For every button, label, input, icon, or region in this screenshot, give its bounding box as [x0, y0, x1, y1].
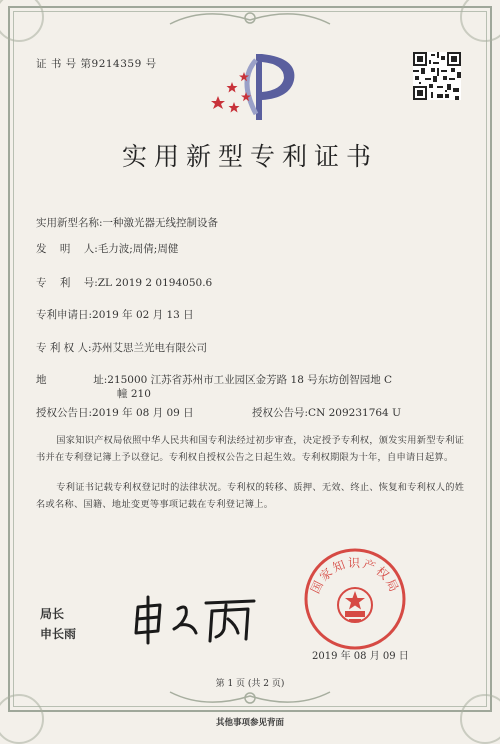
field-value: 毛力波;周倩;周健: [97, 243, 179, 255]
field-label: 实用新型名称:: [36, 217, 103, 229]
field-value: 一种激光器无线控制设备: [102, 217, 219, 229]
field-value: 幢 210: [117, 388, 151, 400]
field-value: 2019 年 08 月 09 日: [92, 407, 194, 419]
field-value: 苏州艾思兰光电有限公司: [91, 342, 208, 354]
field-filing-date: [36, 307, 194, 322]
top-ornament: [160, 6, 340, 30]
field-grant-number: [252, 405, 401, 420]
field-value: ZL 2019 2 0194050.6: [97, 277, 213, 289]
field-grant-date: [36, 405, 194, 420]
field-label: 专利申请日:: [36, 309, 93, 321]
field-patent-number: [36, 275, 212, 290]
page-indicator: 第 1 页 (共 2 页): [215, 679, 285, 689]
field-address-continued: [117, 386, 151, 401]
national-emblem-icon: [303, 547, 407, 651]
legal-status-paragraph: 专利证书记载专利权登记时的法律状况。专利权的转移、质押、无效、终止、恢复和专利权人的姓名或名称、国籍、地址变更等事项记载在专利登记簿上。: [36, 482, 465, 510]
handwritten-signature: [130, 595, 260, 645]
field-utility-model-name: [36, 215, 218, 230]
field-inventor: [36, 241, 178, 256]
field-label: 授权公告号:: [252, 407, 309, 419]
field-label: 授权公告日:: [36, 407, 93, 419]
field-value: 215000 江苏省苏州市工业园区金芳路 18 号东坊创智园地 C: [107, 374, 393, 386]
certificate-number: 证 书 号 第9214359 号: [36, 58, 157, 70]
field-label: 发 明 人:: [36, 243, 98, 255]
signatory-name: 申长雨: [40, 627, 77, 641]
field-label: 专 利 号:: [36, 277, 98, 289]
field-address: [36, 372, 392, 387]
patent-office-logo-icon: [198, 50, 298, 122]
seal-text: 国家知识产权局: [308, 556, 402, 596]
signatory-title: 局长: [40, 607, 65, 621]
footer-note: 其他事项参见背面: [215, 718, 284, 728]
field-patentee: [36, 340, 207, 355]
certificate-title: 实用新型专利证书: [121, 142, 378, 171]
qr-code-icon: [413, 52, 461, 100]
field-label: 专 利 权 人:: [36, 342, 92, 354]
grant-statement-paragraph: 国家知识产权局依照中华人民共和国专利法经过初步审查，决定授予专利权，颁发实用新型专利证书并在专利登记簿上予以登记。专利权自授权公告之日起生效。专利权期限为十年，自申请日起算。: [36, 435, 465, 463]
field-label: 地 址:: [36, 374, 108, 386]
bottom-ornament: [160, 686, 340, 710]
field-value: CN 209231764 U: [308, 407, 401, 419]
field-value: 2019 年 02 月 13 日: [92, 309, 194, 321]
seal-date: 2019 年 08 月 09 日: [312, 651, 409, 662]
